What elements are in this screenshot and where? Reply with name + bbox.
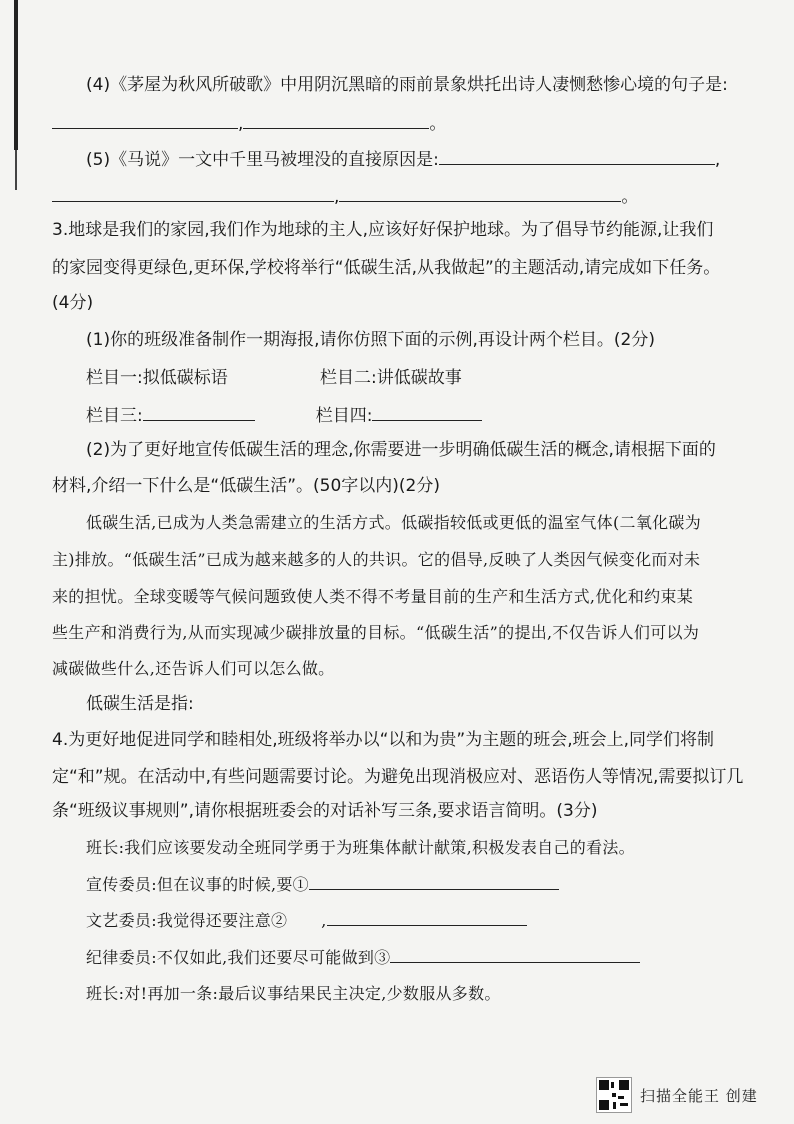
q4-stem-line1: 4.为更好地促进同学和睦相处,班级将举办以“以和为贵”为主题的班会,班会上,同学们将制 [52, 730, 715, 750]
column-4-blank[interactable] [372, 402, 482, 421]
page-binding-edge-lower [15, 150, 17, 190]
answer-blank[interactable] [339, 183, 621, 202]
material-line: 主)排放。“低碳生活”已成为越来越多的人的共识。它的倡导,反映了人类因气候变化而对未 [52, 550, 701, 569]
material-line: 低碳生活,已成为人类急需建立的生活方式。低碳指较低或更低的温室气体(二氧化碳为 [86, 513, 702, 532]
material-line: 些生产和消费行为,从而实现减少碳排放量的目标。“低碳生活”的提出,不仅告诉人们可以为 [52, 623, 700, 642]
answer-blank[interactable] [243, 110, 429, 129]
dialogue-discipline: 纪律委员:不仅如此,我们还要尽可能做到③ [86, 944, 764, 970]
q4-stem-line3: 条“班级议事规则”,请你根据班委会的对话补写三条,要求语言简明。(3分) [52, 801, 598, 821]
qr-code-icon [596, 1077, 632, 1113]
column-3: 栏目三: [86, 406, 143, 426]
page-binding-edge [14, 0, 18, 150]
dialogue-publicity: 宣传委员:但在议事的时候,要① [86, 871, 764, 897]
q2-item4-answer-line: , 。 [52, 110, 764, 136]
q3-sub2-line1: (2)为了更好地宣传低碳生活的理念,你需要进一步明确低碳生活的概念,请根据下面的 [86, 440, 716, 460]
q3-stem-line2: 的家园变得更绿色,更环保,学校将举行“低碳生活,从我做起”的主题活动,请完成如下任务。 [52, 258, 721, 278]
q3-columns-row1 [86, 366, 764, 390]
dialogue-monitor-conclusion: 班长:对!再加一条:最后议事结果民主决定,少数服从多数。 [86, 984, 501, 1003]
scanner-watermark [596, 1075, 758, 1115]
rule-2-blank[interactable] [327, 907, 527, 926]
q2-item5-prompt: (5)《马说》一文中千里马被埋没的直接原因是: , [86, 146, 764, 172]
column-3-blank[interactable] [143, 402, 255, 421]
q2-item4-prompt: (4)《茅屋为秋风所破歌》中用阴沉黑暗的雨前景象烘托出诗人凄恻愁惨心境的句子是: [86, 75, 728, 95]
dialogue-monitor: 班长:我们应该要发动全班同学勇于为班集体献计献策,积极发表自己的看法。 [86, 838, 635, 857]
q3-score: (4分) [52, 293, 94, 313]
material-line: 来的担忧。全球变暖等气候问题致使人类不得不考量目前的生产和生活方式,优化和约束某 [52, 587, 694, 606]
dialogue-arts: 文艺委员:我觉得还要注意② , [86, 907, 764, 933]
answer-blank[interactable] [52, 110, 238, 129]
rule-1-blank[interactable] [309, 871, 559, 890]
q3-sub1: (1)你的班级准备制作一期海报,请你仿照下面的示例,再设计两个栏目。(2分) [86, 330, 655, 350]
answer-blank[interactable] [439, 146, 715, 165]
q4-stem-line2: 定“和”规。在活动中,有些问题需要讨论。为避免出现消极应对、恶语伤人等情况,需要拟订几 [52, 767, 744, 787]
material-line: 减碳做些什么,还告诉人们可以怎么做。 [52, 659, 335, 678]
column-4: 栏目四: [315, 406, 373, 426]
q3-answer-lead: 低碳生活是指: [86, 694, 194, 714]
q3-columns-row2 [86, 402, 764, 428]
watermark-label: 扫描全能王 创建 [640, 1086, 758, 1105]
q3-stem-line1: 3.地球是我们的家园,我们作为地球的主人,应该好好保护地球。为了倡导节约能源,让我们 [52, 220, 714, 240]
column-2: 栏目二:讲低碳故事 [320, 368, 462, 388]
rule-3-blank[interactable] [390, 944, 640, 963]
column-1: 栏目一:拟低碳标语 [86, 368, 228, 388]
q2-item5-answer-line: , 。 [52, 183, 764, 209]
answer-blank[interactable] [52, 183, 334, 202]
q3-sub2-line2: 材料,介绍一下什么是“低碳生活”。(50字以内)(2分) [52, 476, 440, 496]
